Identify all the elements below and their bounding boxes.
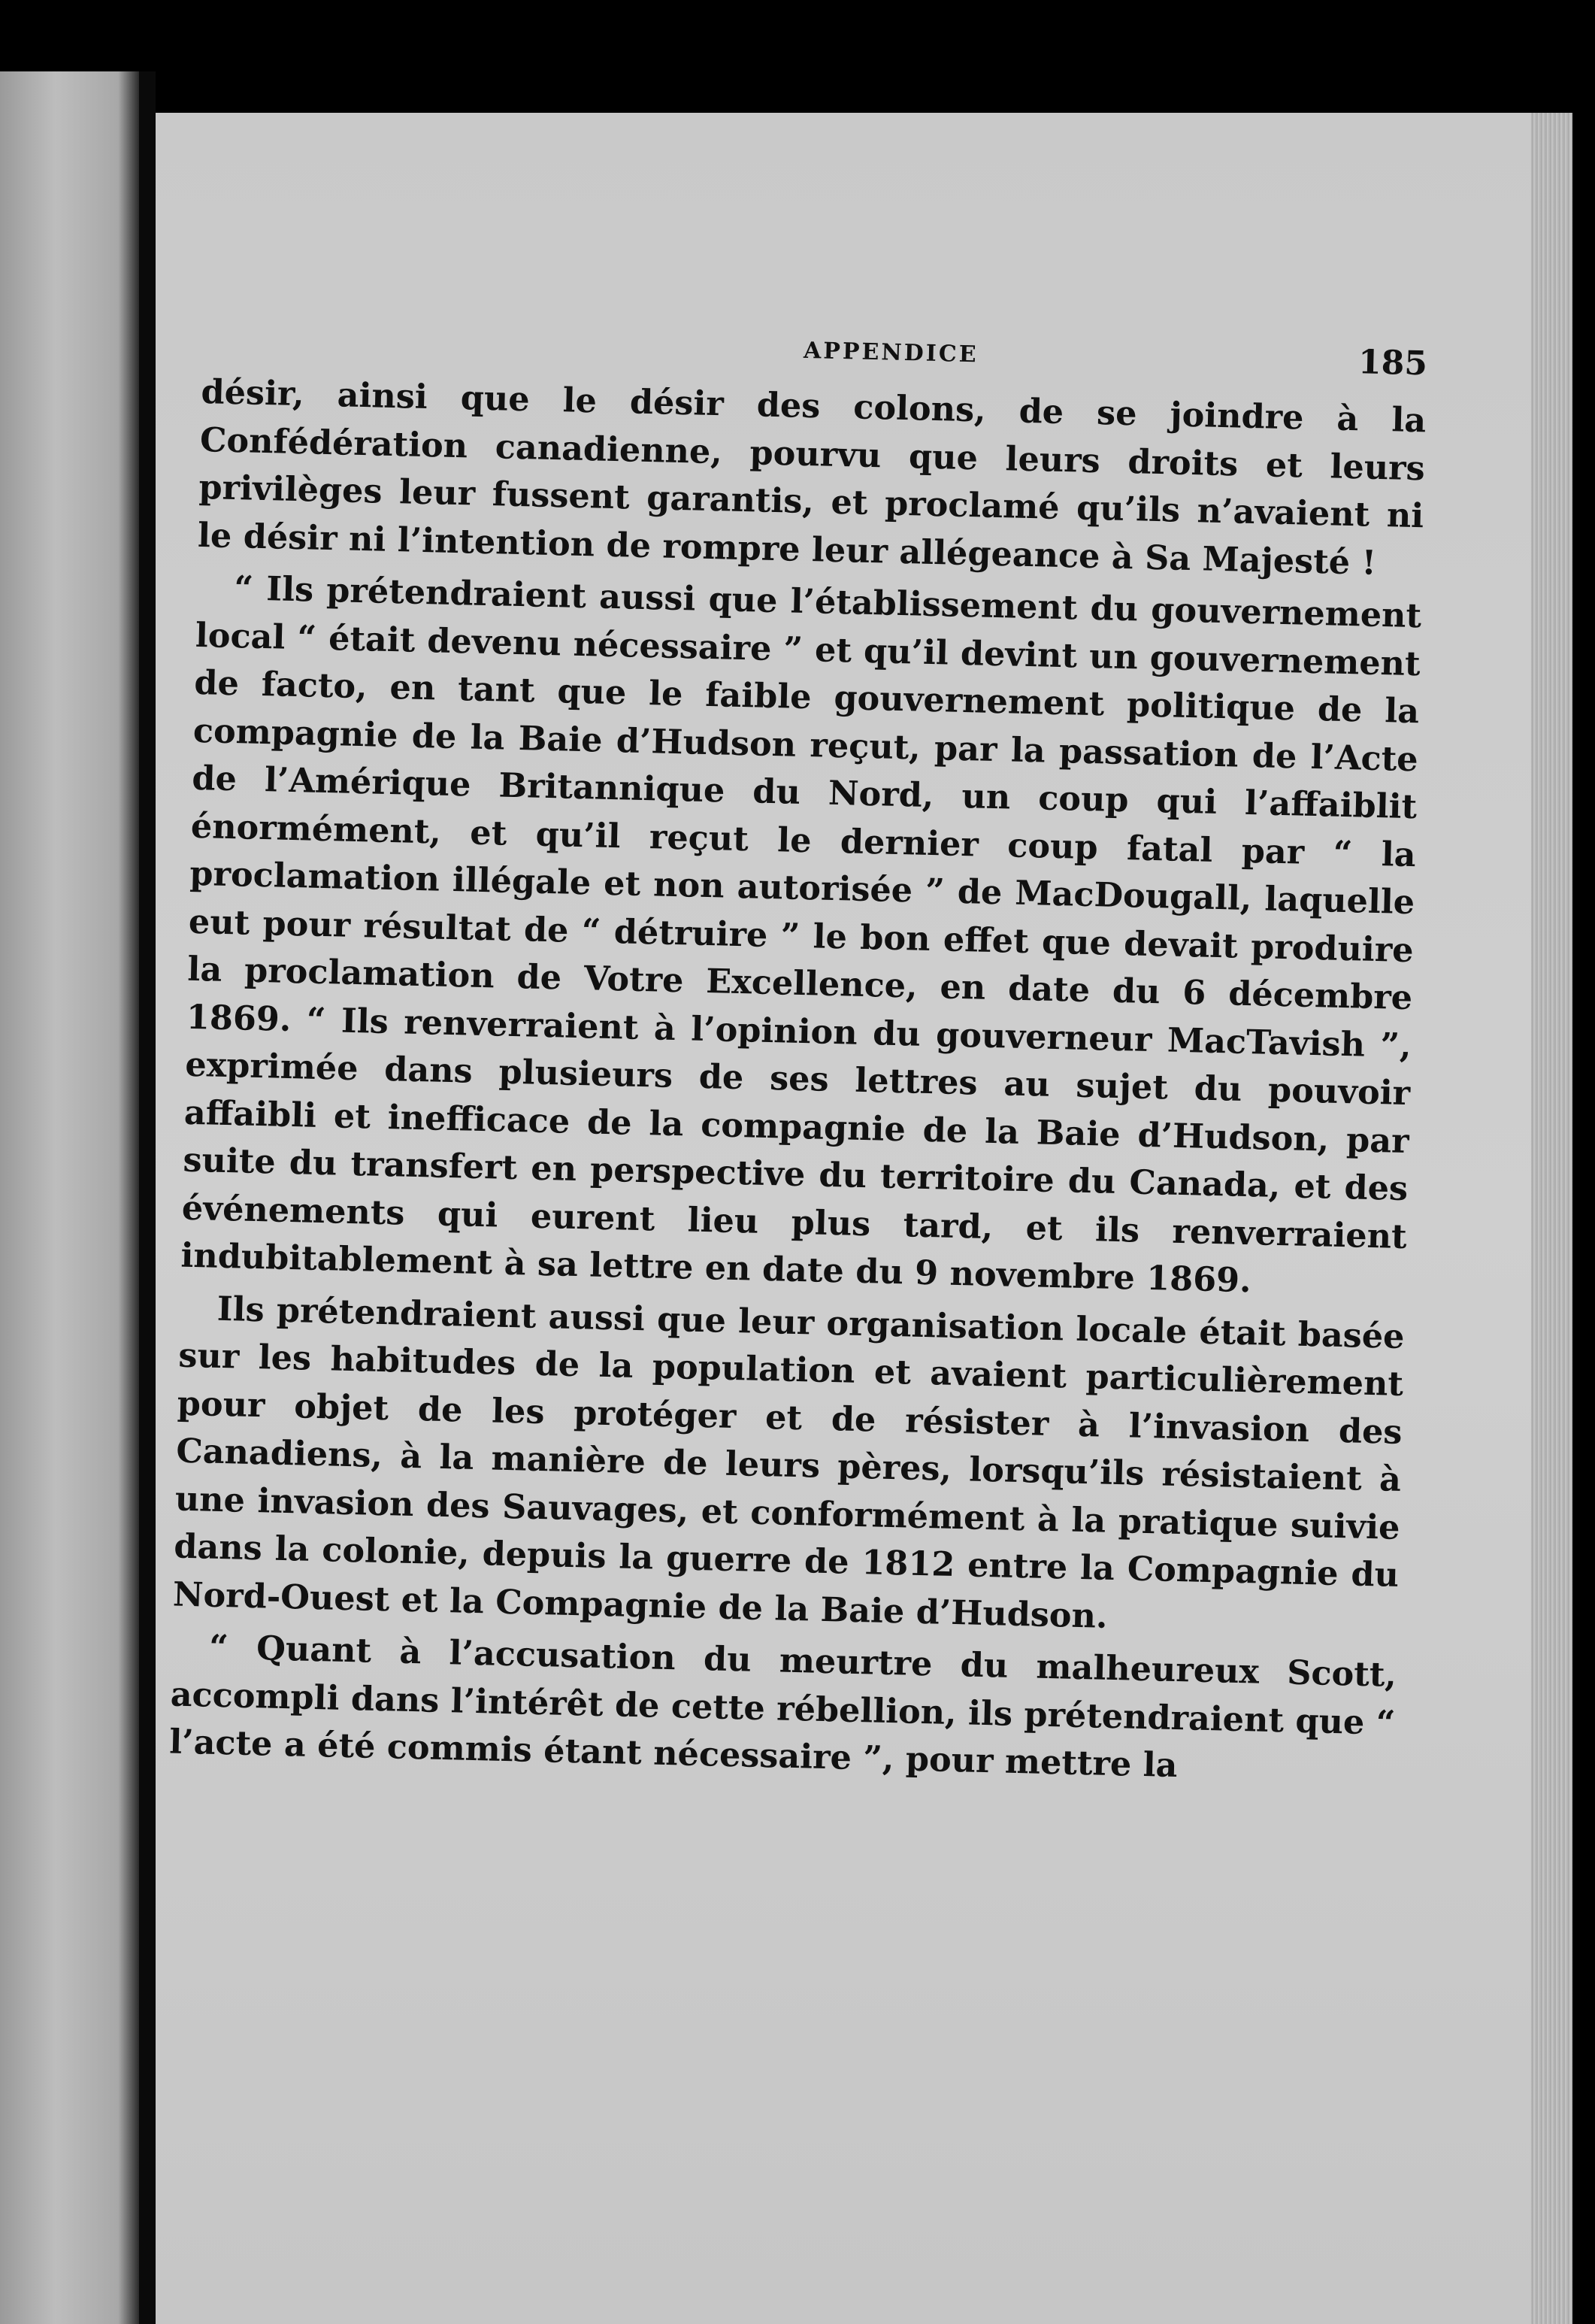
running-head: APPENDICE (803, 337, 979, 368)
paragraph: “ Quant à l’accusation du meurtre du malheureux Scott, accompli dans l’intérêt de cette rébellion, ils prétendraient que “ l’acte a été commis étant nécessaire ”, pour mettre la (168, 1627, 1397, 1786)
book-gutter (139, 71, 156, 2324)
paragraph-continued: désir, ainsi que le désir des colons, de se joindre à la Confédération canadienne, pourvu que leurs droits et leurs privilèges leur fussent garantis, et proclamé qu’ils n’avaient ni le désir ni l’intention de rompre leur allégeance à Sa Majesté ! (197, 371, 1427, 583)
page-fore-edge (1531, 113, 1572, 2324)
paragraph: Ils prétendraient aussi que leur organisation locale était basée sur les habitudes de la population et avaient particulièrement pour objet de les protéger et de résister à l’invasion des Canadiens, à la manière de leurs pères, lorsqu’ils résistaient à une invasion des Sauvages, et conformément à la pratique suivie dans la colonie, depuis la guerre de 1812 entre la Compagnie du Nord-Ouest et la Compagnie de la Baie d’Hudson. (172, 1289, 1406, 1636)
page-text-block (169, 316, 1428, 1795)
page-number: 185 (1357, 343, 1428, 383)
paragraph: “ Ils prétendraient aussi que l’établissement du gouvernement local “ était devenu nécessaire ” et qu’il devint un gouvernement de facto, en tant que le faible gouvernement politique de la compagnie de la Baie d’Hudson reçut, par la passation de l’Acte de l’Amérique Britannique du Nord, un coup qui l’affaiblit énormément, et qu’il reçut le dernier coup fatal par “ la proclamation illégale et non autorisée ” de MacDougall, laquelle eut pour résultat de “ détruire ” le bon effet que devait produire la proclamation de Votre Excellence, en date du 6 décembre 1869. “ Ils renverraient à l’opinion du gouverneur MacTavish ”, exprimée dans plusieurs de ses lettres au sujet du pouvoir affaibli et inefficace de la compagnie de la Baie d’Hudson, par suite du transfert en perspective du territoire du Canada, et des événements qui eurent lieu plus tard, et ils renverraient indubitablement à sa lettre en date du 9 novembre 1869. (180, 568, 1422, 1301)
body-text (169, 368, 1427, 1795)
facing-page-edge (0, 71, 139, 2324)
